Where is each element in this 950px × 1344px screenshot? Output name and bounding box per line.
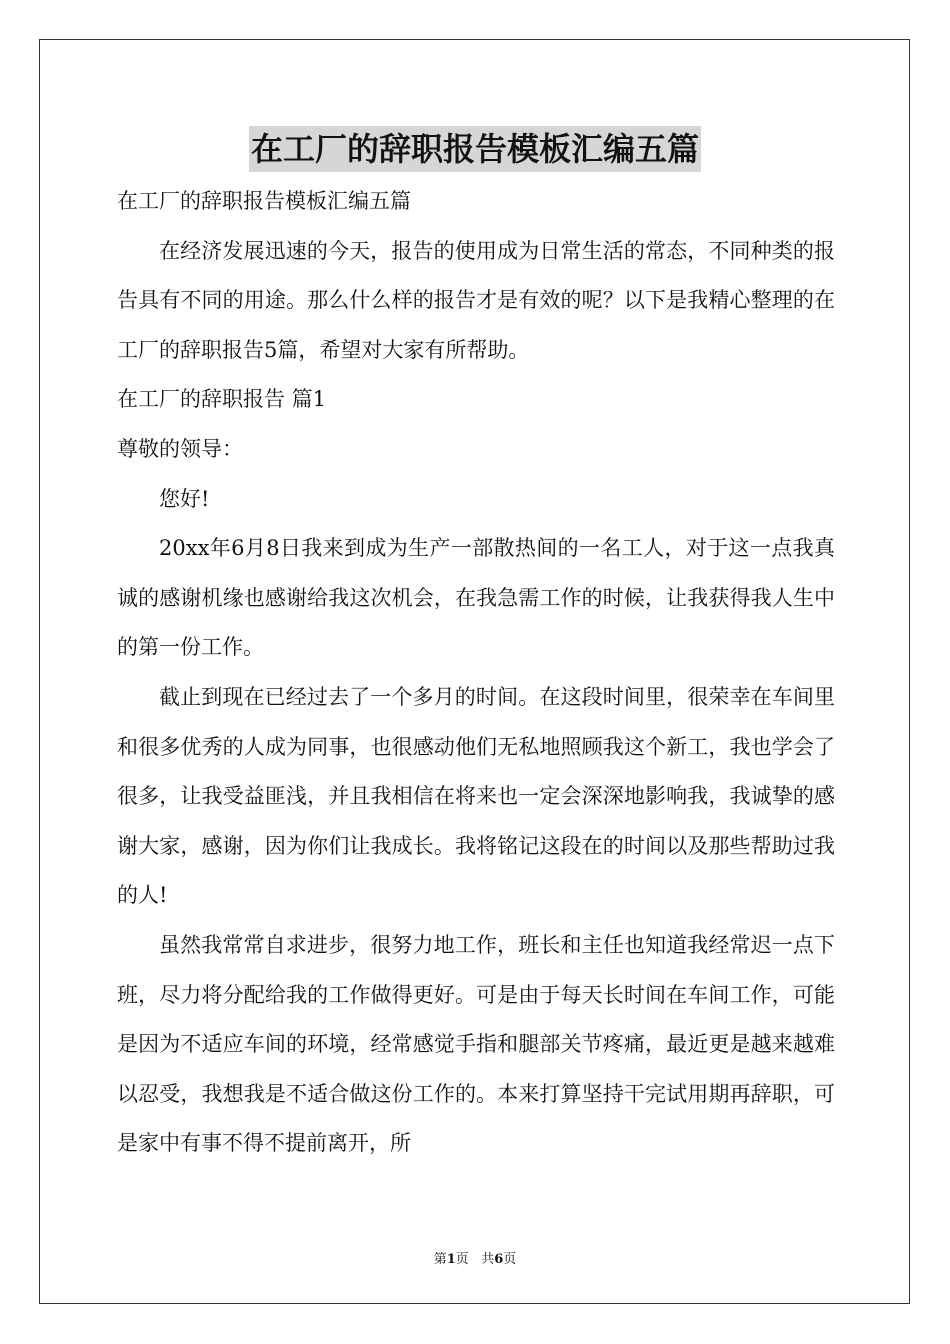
page-total: 6 (494, 1252, 504, 1267)
paragraph-body: 虽然我常常自求进步，很努力地工作，班长和主任也知道我经常迟一点下班，尽力将分配给我的工作做得更好。可是由于每天长时间在车间工作，可能是因为不适应车间的环境，经常感觉手指和腿部关节疼痛，最近更是越来越难以忍受，我想我是不适合做这份工作的。本来打算坚持干完试用期再辞职，可是家中有事不得不提前离开，所 (117, 932, 835, 1156)
page-prefix: 第 (433, 1252, 447, 1267)
page-suffix: 页 (455, 1252, 469, 1267)
document-body (117, 177, 835, 1169)
page-footer (0, 1248, 950, 1267)
salutation: 尊敬的领导： (117, 436, 243, 461)
greeting: 您好! (159, 486, 210, 511)
total-suffix: 页 (503, 1252, 517, 1267)
paragraph-intro: 在经济发展迅速的今天，报告的使用成为日常生活的常态，不同种类的报告具有不同的用途。那么什么样的报告才是有效的呢？以下是我精心整理的在工厂的辞职报告5篇，希望对大家有所帮助。 (117, 238, 835, 362)
title-container (0, 126, 950, 172)
paragraph-body: 截止到现在已经过去了一个多月的时间。在这段时间里，很荣幸在车间里和很多优秀的人成为同事，也很感动他们无私地照顾我这个新工，我也学会了很多，让我受益匪浅，并且我相信在将来也一定会深深地影响我，我诚挚的感谢大家，感谢，因为你们让我成长。我将铭记这段在的时间以及那些帮助过我的人! (117, 684, 835, 908)
section-heading: 在工厂的辞职报告 篇1 (117, 387, 327, 412)
paragraph-body: 20xx年6月8日我来到成为生产一部散热间的一名工人，对于这一点我真诚的感谢机缘也感谢给我这次机会，在我急需工作的时候，让我获得我人生中的第一份工作。 (117, 536, 835, 660)
total-prefix: 共 (481, 1252, 495, 1267)
paragraph-subtitle: 在工厂的辞职报告模板汇编五篇 (117, 189, 411, 213)
page-current: 1 (446, 1252, 456, 1267)
document-title: 在工厂的辞职报告模板汇编五篇 (249, 126, 701, 172)
